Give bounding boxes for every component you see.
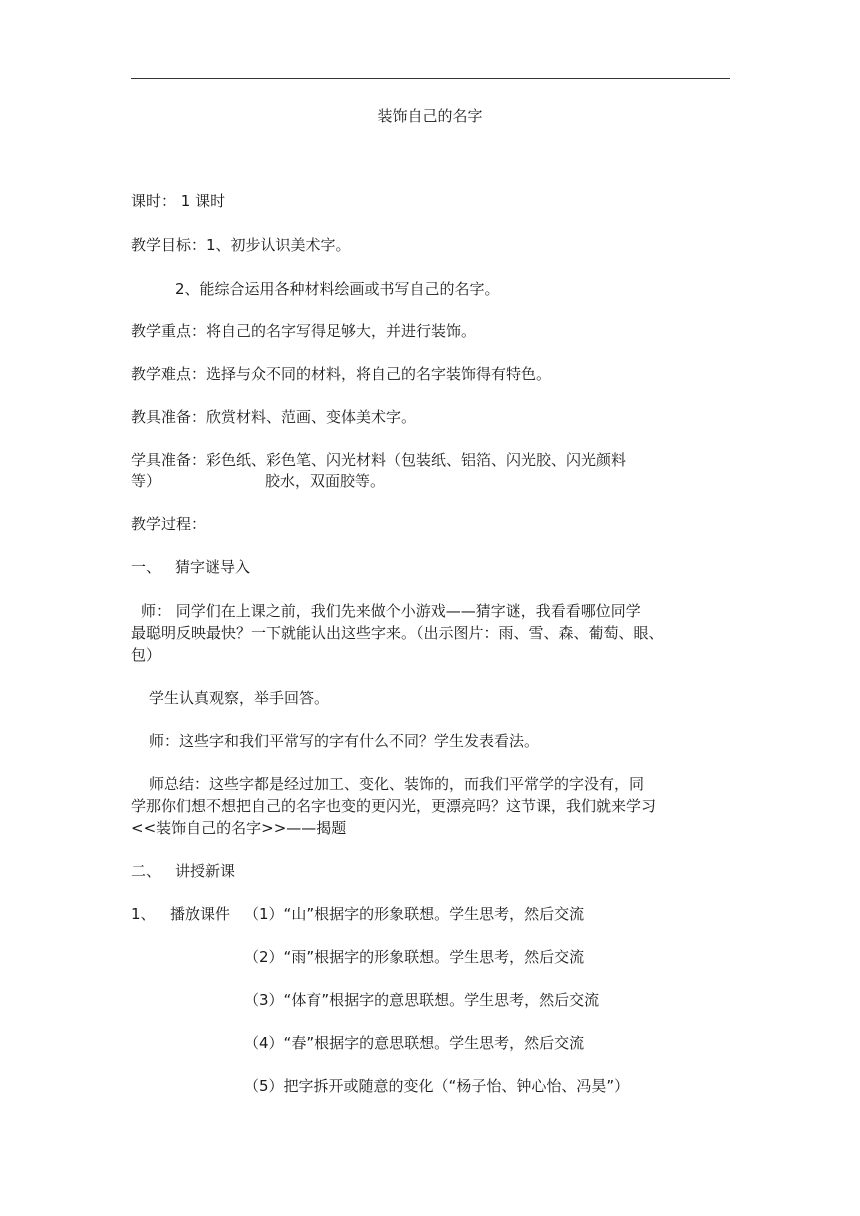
paragraph1-line2: 最聪明反映最快？一下就能认出这些字来。（出示图片：雨、雪、森、葡萄、眼、 <box>131 624 664 642</box>
teaching-goal-1: 教学目标：1、初步认识美术字。 <box>131 236 351 254</box>
paragraph2: 学生认真观察，举手回答。 <box>149 689 330 707</box>
item1-label: 播放课件 <box>170 905 231 923</box>
lesson-hours: 课时： 1 课时 <box>131 192 226 210</box>
student-tools-line2b: 胶水，双面胶等。 <box>265 472 386 490</box>
item1-sub2: （2）“雨”根据字的形象联想。学生思考，然后交流 <box>244 948 585 966</box>
document-title: 装饰自己的名字 <box>377 107 483 125</box>
paragraph4-line1: 师总结：这些字都是经过加工、变化、装饰的，而我们平常学的字没有，同 <box>149 775 645 793</box>
item1-sub1: （1）“山”根据字的形象联想。学生思考，然后交流 <box>244 905 585 923</box>
paragraph3: 师：这些字和我们平常写的字有什么不同？学生发表看法。 <box>149 732 540 750</box>
teaching-goal-2: 2、能综合运用各种材料绘画或书写自己的名字。 <box>175 280 500 298</box>
item1-sub3: （3）“体育”根据字的意思联想。学生思考，然后交流 <box>244 991 600 1009</box>
teaching-key-point: 教学重点：将自己的名字写得足够大，并进行装饰。 <box>131 322 477 340</box>
section2-title: 讲授新课 <box>175 862 236 880</box>
teaching-difficulty: 教学难点：选择与众不同的材料，将自己的名字装饰得有特色。 <box>131 365 552 383</box>
student-tools-line1: 学具准备：彩色纸、彩色笔、闪光材料（包装纸、铝箔、闪光胶、闪光颜料 <box>131 451 627 469</box>
item1-sub5: （5）把字拆开或随意的变化（“杨子怡、钟心怡、冯昊”） <box>244 1077 630 1095</box>
teaching-process-heading: 教学过程： <box>131 515 207 533</box>
header-rule <box>131 78 730 79</box>
paragraph4-line3: <<装饰自己的名字>>——揭题 <box>131 819 347 837</box>
paragraph1-line1: 师： 同学们在上课之前，我们先来做个小游戏——猜字谜，我看看哪位同学 <box>141 602 641 620</box>
item1-sub4: （4）“春”根据字的意思联想。学生思考，然后交流 <box>244 1034 585 1052</box>
section1-number: 一、 <box>131 558 162 576</box>
student-tools-line2a: 等） <box>131 472 162 490</box>
section1-title: 猜字谜导入 <box>175 558 251 576</box>
section2-number: 二、 <box>131 862 162 880</box>
paragraph1-line3: 包） <box>131 646 162 664</box>
item1-number: 1、 <box>131 905 156 923</box>
teacher-tools: 教具准备：欣赏材料、范画、变体美术字。 <box>131 408 417 426</box>
paragraph4-line2: 学那你们想不想把自己的名字也变的更闪光，更漂亮吗？这节课，我们就来学习 <box>131 797 657 815</box>
